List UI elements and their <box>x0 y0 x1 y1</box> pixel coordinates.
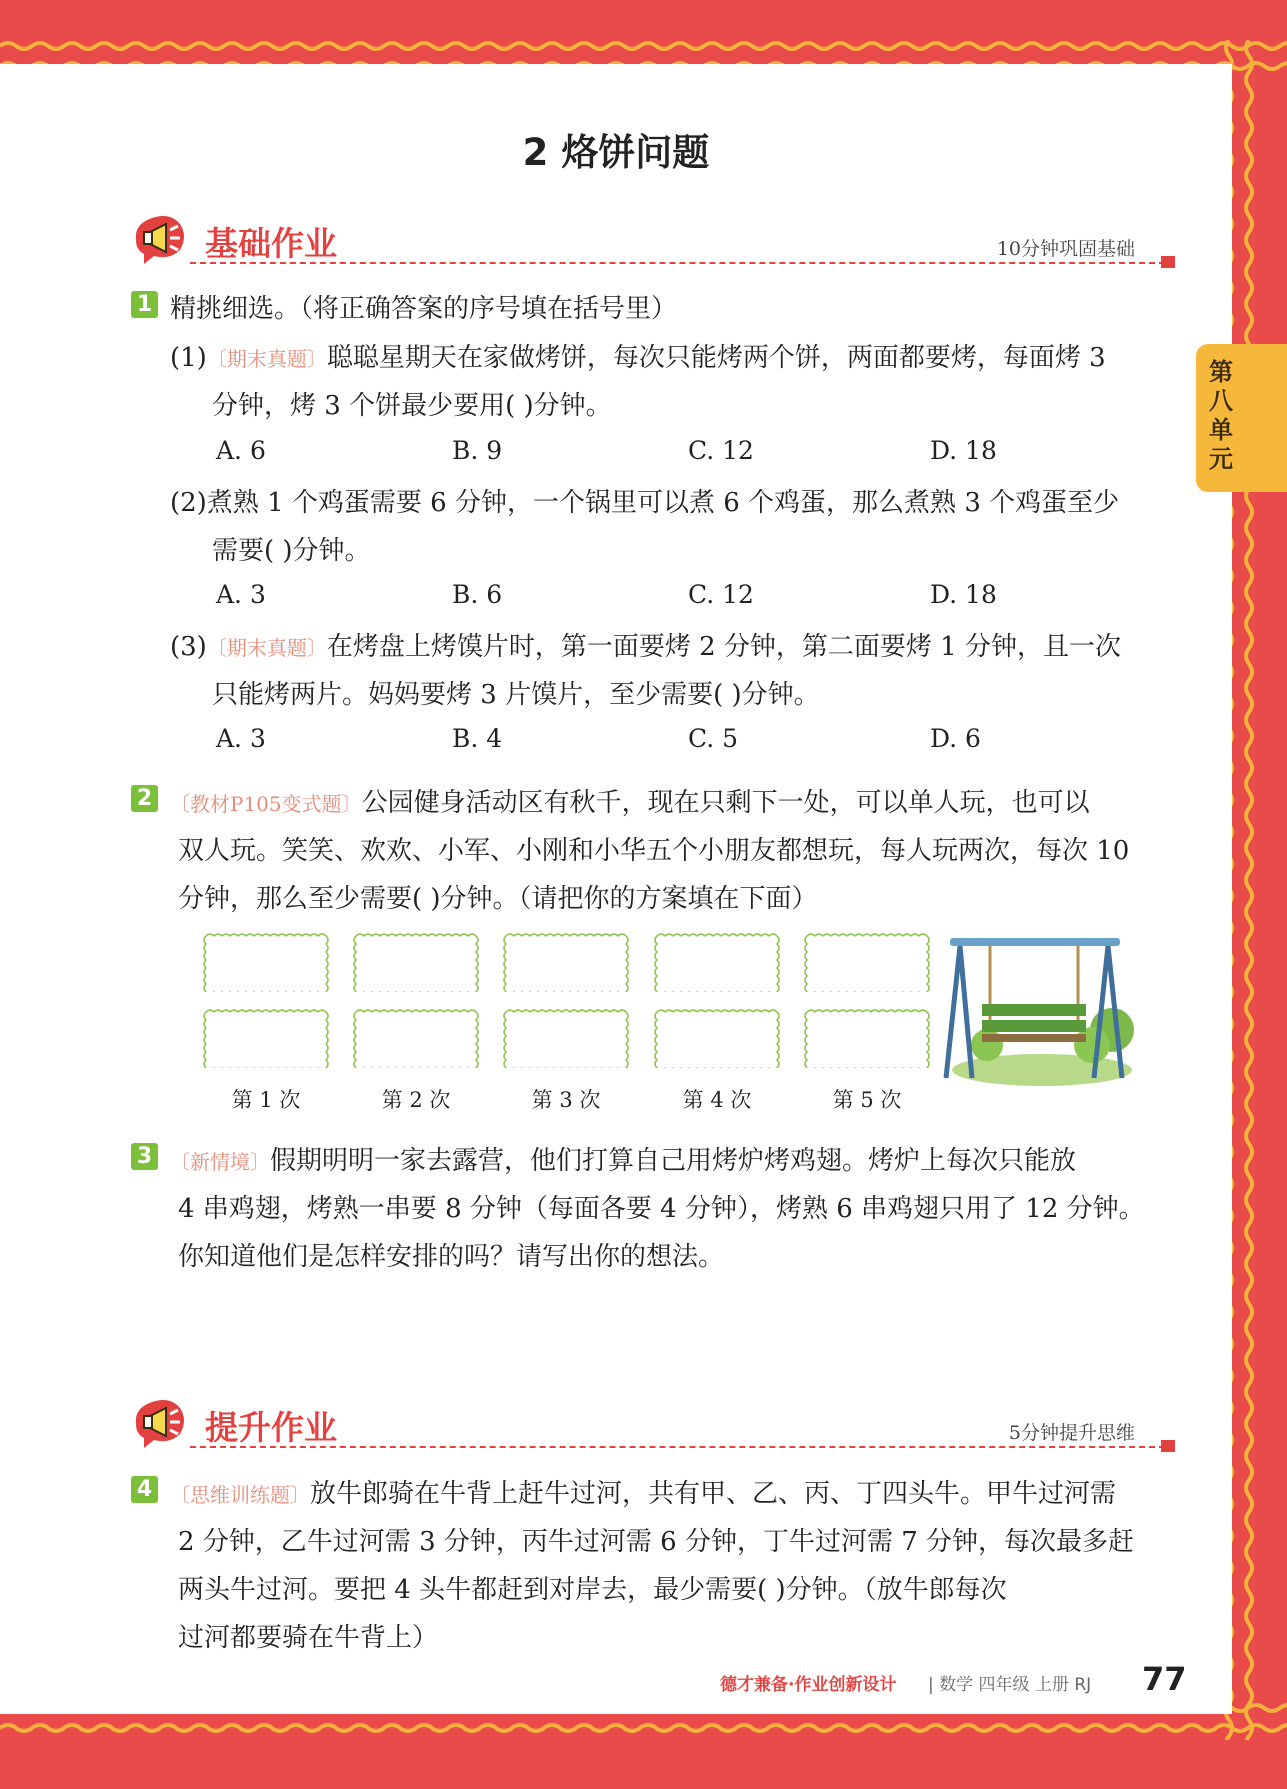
question-tag: 〔思维训练题〕 <box>170 1483 310 1507</box>
question-tag: 〔期末真题〕 <box>206 636 327 660</box>
section-divider <box>190 262 1175 264</box>
section-subtitle: 5分钟提升思维 <box>1008 1422 1135 1444</box>
question-number: 2 <box>131 785 158 812</box>
subquestion-text-cont[interactable]: 分钟，烤 3 个饼最少要用( )分钟。 <box>212 391 612 421</box>
option-b[interactable]: B. 9 <box>452 436 503 465</box>
question-tag: 〔期末真题〕 <box>206 347 327 371</box>
answer-box[interactable] <box>801 1006 933 1068</box>
question-text: 双人玩。笑笑、欢欢、小军、小刚和小华五个小朋友都想玩，每人玩两次，每次 10 <box>178 836 1130 866</box>
answer-box[interactable] <box>200 1006 332 1068</box>
round-caption: 第 2 次 <box>381 1088 451 1112</box>
question-tag: 〔新情境〕 <box>170 1150 270 1174</box>
subquestion-prefix: (2) <box>170 488 207 518</box>
footer-brand: 德才兼备·作业创新设计 <box>720 1675 897 1695</box>
round-caption: 第 4 次 <box>682 1088 752 1112</box>
subquestion-text-cont[interactable]: 只能烤两片。妈妈要烤 3 片馍片，至少需要( )分钟。 <box>212 680 820 710</box>
question-text: 过河都要骑在牛背上） <box>178 1623 439 1653</box>
option-b[interactable]: B. 4 <box>452 724 503 753</box>
answer-box[interactable] <box>801 930 933 992</box>
unit-tab-label: 第八单元 <box>1209 358 1233 473</box>
divider-end-mark <box>1161 1440 1175 1452</box>
option-c[interactable]: C. 5 <box>688 724 739 753</box>
section-title: 提升作业 <box>205 1408 337 1447</box>
question-stem: 精挑细选。（将正确答案的序号填在括号里） <box>170 294 678 324</box>
subquestion-prefix: (3) <box>170 632 207 662</box>
question-3-line1 <box>170 1140 1076 1177</box>
option-a[interactable]: A. 6 <box>216 436 266 465</box>
option-d[interactable]: D. 18 <box>930 580 997 609</box>
subquestion-text: 煮熟 1 个鸡蛋需要 6 分钟，一个锅里可以煮 6 个鸡蛋，那么煮熟 3 个鸡蛋至少 <box>206 488 1120 518</box>
page-title: 2 烙饼问题 <box>522 131 710 174</box>
section-divider <box>190 1446 1175 1448</box>
section-subtitle: 10分钟巩固基础 <box>996 238 1135 260</box>
megaphone-icon <box>130 1394 192 1450</box>
option-d[interactable]: D. 18 <box>930 436 997 465</box>
answer-box[interactable] <box>651 1006 783 1068</box>
answer-box[interactable] <box>500 930 632 992</box>
footer-meta: | 数学 四年级 上册 RJ <box>928 1675 1092 1695</box>
answer-box[interactable] <box>500 1006 632 1068</box>
subquestion-prefix: (1) <box>170 343 207 373</box>
question-number: 1 <box>131 291 158 318</box>
question-4-line1 <box>170 1473 1116 1510</box>
subquestion-text: 在烤盘上烤馍片时，第一面要烤 2 分钟，第二面要烤 1 分钟，且一次 <box>326 632 1121 662</box>
round-caption: 第 3 次 <box>531 1088 601 1112</box>
answer-box[interactable] <box>350 1006 482 1068</box>
swing-illustration <box>942 930 1142 1090</box>
question-text: 你知道他们是怎样安排的吗？请写出你的想法。 <box>178 1242 725 1272</box>
round-caption: 第 1 次 <box>231 1088 301 1112</box>
question-text: 4 串鸡翅，烤熟一串要 8 分钟（每面各要 4 分钟），烤熟 6 串鸡翅只用了 12 分钟。 <box>178 1194 1145 1224</box>
section-header-advanced <box>130 1394 1175 1454</box>
subquestion-2 <box>170 482 1119 519</box>
option-a[interactable]: A. 3 <box>216 580 266 609</box>
subquestion-1 <box>170 337 1106 374</box>
page-number: 77 <box>1142 1660 1187 1698</box>
option-d[interactable]: D. 6 <box>930 724 981 753</box>
option-a[interactable]: A. 3 <box>216 724 266 753</box>
subquestion-text-cont[interactable]: 需要( )分钟。 <box>212 536 371 566</box>
question-text[interactable]: 两头牛过河。要把 4 头牛都赶到对岸去，最少需要( )分钟。（放牛郎每次 <box>178 1575 1007 1605</box>
question-text: 假期明明一家去露营，他们打算自己用烤炉烤鸡翅。烤炉上每次只能放 <box>270 1146 1077 1176</box>
round-caption: 第 5 次 <box>832 1088 902 1112</box>
answer-box[interactable] <box>200 930 332 992</box>
question-text: 公园健身活动区有秋千，现在只剩下一处，可以单人玩，也可以 <box>361 788 1090 818</box>
option-b[interactable]: B. 6 <box>452 580 503 609</box>
subquestion-text: 聪聪星期天在家做烤饼，每次只能烤两个饼，两面都要烤，每面烤 3 <box>326 343 1106 373</box>
question-tag: 〔教材P105变式题〕 <box>170 792 362 816</box>
divider-end-mark <box>1161 256 1175 268</box>
section-title: 基础作业 <box>205 224 337 263</box>
question-text: 2 分钟，乙牛过河需 3 分钟，丙牛过河需 6 分钟，丁牛过河需 7 分钟，每次最多赶 <box>178 1527 1135 1557</box>
question-text: 放牛郎骑在牛背上赶牛过河，共有甲、乙、丙、丁四头牛。甲牛过河需 <box>310 1479 1117 1509</box>
megaphone-icon <box>130 210 192 266</box>
question-number: 4 <box>131 1476 158 1503</box>
option-c[interactable]: C. 12 <box>688 580 754 609</box>
answer-box[interactable] <box>651 930 783 992</box>
option-c[interactable]: C. 12 <box>688 436 754 465</box>
answer-box[interactable] <box>350 930 482 992</box>
question-number: 3 <box>131 1143 158 1170</box>
question-text[interactable]: 分钟，那么至少需要( )分钟。（请把你的方案填在下面） <box>178 884 818 914</box>
section-header-basic <box>130 210 1175 270</box>
question-2-line1 <box>170 782 1090 819</box>
subquestion-3 <box>170 626 1121 663</box>
